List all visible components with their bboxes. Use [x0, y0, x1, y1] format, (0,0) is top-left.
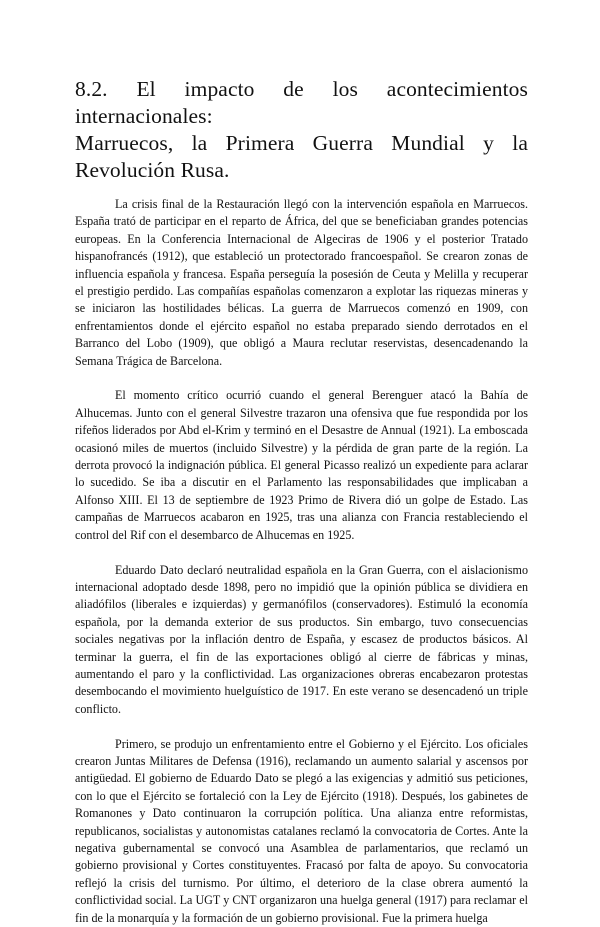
section-title — [75, 76, 528, 184]
section-title-line-2: Marruecos, la Primera Guerra Mundial y la Revolución Rusa. — [75, 131, 528, 182]
paragraph-marruecos: La crisis final de la Restauración llegó con la intervención española en Marruecos. España trató de participar en el reparto de África, del que se beneficiaban grandes potencias europeas. En la Conferencia Internacional de Algeciras de 1906 y el posterior Tratado hispanofrancés (1912), que estableció un protectorado francoespañol. Se crearon zonas de influencia española y francesa. España perseguía la posesión de Ceuta y Melilla y recuperar el prestigio perdido. Las compañías españolas comenzaron a explotar las riquezas mineras y se iniciaron las hostilidades bélicas. La guerra de Marruecos comenzó en 1909, con enfrentamientos donde el ejército español no estaba preparado siendo derrotados en el Barranco del Lobo (1909), que obligó a Maura reclutar reservistas, desencadenando la Semana Trágica de Barcelona. — [75, 197, 528, 368]
paragraph-crisis-1917: Primero, se produjo un enfrentamiento entre el Gobierno y el Ejército. Los oficiales crearon Juntas Militares de Defensa (1916), reclamando un aumento salarial y ascensos por antigüedad. El gobierno de Eduardo Dato se plegó a las exigencias y admitió sus peticiones, con lo que el Ejército se fortaleció con la Ley de Ejército (1918). Después, los gabinetes de Romanones y Dato continuaron la corrupción política. Una alianza entre reformistas, republicanos, socialistas y autonomistas catalanes reclamó la convocatoria de Cortes. Ante la negativa gubernamental se convocó una Asamblea de parlamentarios, que reclamó un gobierno provisional y Cortes constituyentes. Fracasó por falta de apoyo. Su convocatoria reflejó la crisis del turnismo. Por último, el deterioro de la clase obrera aumentó la conflictividad social. La UGT y CNT organizaron una huelga general (1917) para reclamar el fin de la monarquía y la formación de un gobierno provisional. Fue la primera huelga — [75, 736, 528, 925]
paragraph-annual: El momento crítico ocurrió cuando el general Berenguer atacó la Bahía de Alhucemas. Junto con el general Silvestre trazaron una ofensiva que fue respondida por los rifeños liderados por Abd el-Krim y terminó en el Desastre de Annual (1921). La emboscada ocasionó miles de muertos (incluido Silvestre) y la pérdida de gran parte de la región. La derrota provocó la indignación pública. El general Picasso realizó un expediente para aclarar lo sucedido. Se iba a discutir en el Parlamento las responsabilidades que implicaban a Alfonso XIII. El 13 de septiembre de 1923 Primo de Rivera dió un golpe de Estado. Las campañas de Marruecos acabaron en 1925, tras una alianza con Francia restableciendo el control del Rif con el desembarco de Alhucemas en 1925. — [75, 388, 528, 542]
section-title-line-1: 8.2. El impacto de los acontecimientos internacionales: — [75, 77, 528, 128]
paragraph-gran-guerra: Eduardo Dato declaró neutralidad española en la Gran Guerra, con el aislacionismo internacional adoptado desde 1898, pero no impidió que la opinión pública se dividiera en aliadófilos (liberales e izquierdas) y germanófilos (conservadores). Estimuló la economía española, por la demanda exterior de sus productos. Sin embargo, tuvo consecuencias sociales negativas por la inflación dentro de España, y escasez de productos básicos. Al terminar la guerra, el fin de las exportaciones obligó al cierre de fábricas y minas, aumentando el paro y la conflictividad. Las organizaciones obreras encabezaron protestas desembocando el movimiento huelguístico de 1917. En este verano se desencadenó un triple conflicto. — [75, 562, 528, 716]
